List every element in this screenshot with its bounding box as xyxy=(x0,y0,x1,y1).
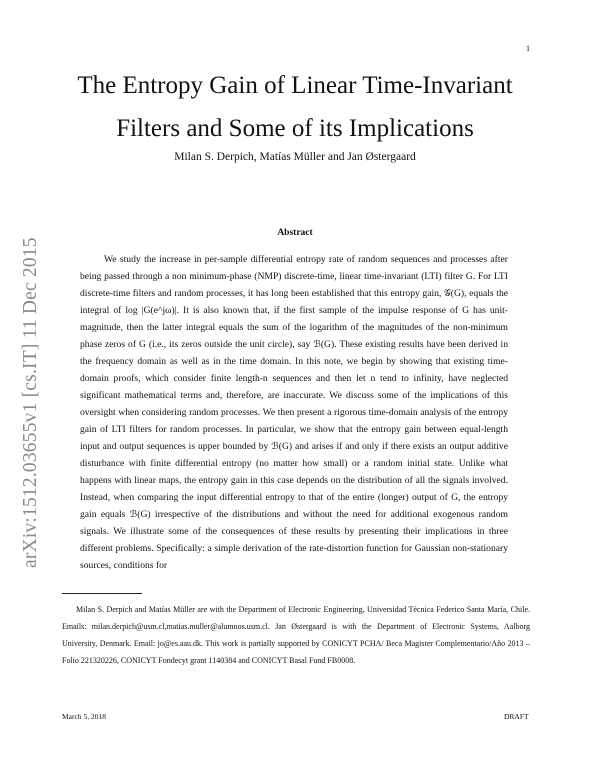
abstract-heading: Abstract xyxy=(277,228,313,238)
footer-draft: DRAFT xyxy=(504,712,529,721)
footnote-text: Milan S. Derpich and Matías Müller are with the Department of Electronic Engineering, Universidad Técnica Federico Santa María, Chile. Emails: milan.derpich@usm.cl,matias.muller@alumnos.usm.cl. Jan Østergaard is with the Department of Electronic Systems, Aalborg University, Denmark. Email: jo@es.aau.dk. This work is partially supported by CONICYT PCHA/ Beca Magister Complementario/Año 2013 – Folio 221320226, CONICYT Fondecyt grant 1140384 and CONICYT Basal Fund FB0008. xyxy=(62,605,530,665)
abstract-body xyxy=(80,251,508,574)
page-number: 1 xyxy=(526,44,530,53)
footnote xyxy=(62,601,530,669)
paper-authors: Milan S. Derpich, Matías Müller and Jan Østergaard xyxy=(174,151,416,163)
arxiv-watermark: arXiv:1512.03655v1 [cs.IT] 11 Dec 2015 xyxy=(20,237,41,568)
footer-date: March 5, 2018 xyxy=(62,712,106,721)
paper-title: The Entropy Gain of Linear Time-Invariant Filters and Some of its Implications xyxy=(77,72,513,142)
abstract-text: We study the increase in per-sample differential entropy rate of random sequences and processes after being passed through a non minimum-phase (NMP) discrete-time, linear time-invariant (LTI) filter G. For LTI discrete-time filters and random processes, it has long been established that this entropy gain, 𝒢(G), equals the integral of log |G(e^jω)|. It is also known that, if the first sample of the impulse response of G has unit-magnitude, then the latter integral equals the sum of the logarithm of the magnitudes of the non-minimum phase zeros of G (i.e., its zeros outside the unit circle), say ℬ(G). These existing results have been derived in the frequency domain as well as in the time domain. In this note, we begin by showing that existing time-domain proofs, which consider finite length-n sequences and then let n tend to infinity, have neglected significant mathematical terms and, therefore, are inaccurate. We discuss some of the implications of this oversight when considering random processes. We then present a rigorous time-domain analysis of the entropy gain of LTI filters for random processes. In particular, we show that the entropy gain between equal-length input and output sequences is upper bounded by ℬ(G) and arises if and only if there exists an output additive disturbance with finite differential entropy (no matter how small) or a random initial state. Unlike what happens with linear maps, the entropy gain in this case depends on the distribution of all the signals involved. Instead, when comparing the input differential entropy to that of the entire (longer) output of G, the entropy gain equals ℬ(G) irrespective of the distributions and without the need for additional exogenous random signals. We illustrate some of the consequences of these results by presenting their implications in three different problems. Specifically: a simple derivation of the rate-distortion function for Gaussian non-stationary sources, conditions for xyxy=(80,254,508,571)
footnote-rule xyxy=(62,593,142,594)
